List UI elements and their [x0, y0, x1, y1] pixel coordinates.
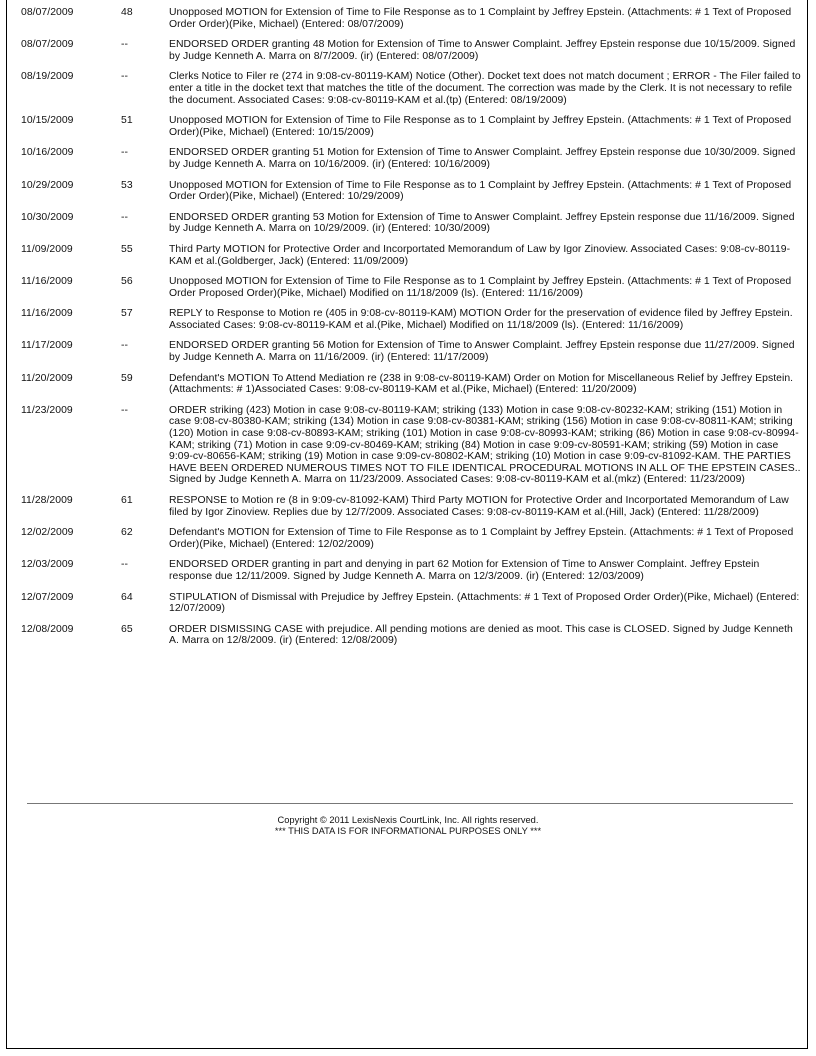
- entry-text: Clerks Notice to Filer re (274 in 9:08-cv-80119-KAM) Notice (Other). Docket text does not match document ; ERROR - The Filer failed to enter a title in the docket text that matches the title of the document. The correction was made by the Clerk. It is not necessary to refile the document. Associated Cases: 9:08-cv-80119-KAM et al.(tp) (Entered: 08/19/2009): [169, 71, 801, 106]
- entry-date: 10/15/2009: [21, 115, 74, 127]
- entry-number: 62: [121, 527, 133, 539]
- entry-date: 12/02/2009: [21, 527, 74, 539]
- entry-number: 64: [121, 591, 133, 603]
- entry-number: 56: [121, 276, 133, 288]
- entry-number: 53: [121, 179, 133, 191]
- entry-date: 11/23/2009: [21, 404, 73, 416]
- entry-date: 10/16/2009: [21, 147, 74, 159]
- entry-date: 10/30/2009: [21, 211, 74, 223]
- entry-text: STIPULATION of Dismissal with Prejudice by Jeffrey Epstein. (Attachments: # 1 Text of Proposed Order Order)(Pike, Michael) (Entered: 12/07/2009): [169, 591, 800, 615]
- footer: [7, 815, 809, 837]
- entry-text: Unopposed MOTION for Extension of Time to File Response as to 1 Complaint by Jeffrey Epstein. (Attachments: # 1 Text of Proposed Order Order)(Pike, Michael) (Entered: 08/07/2009): [169, 7, 792, 30]
- entry-text: ENDORSED ORDER granting 48 Motion for Extension of Time to Answer Complaint. Jeffrey Epstein response due 10/15/2009. Signed by Judge Kenneth A. Marra on 8/7/2009. (ir) (Entered: 08/07/2009): [169, 39, 796, 62]
- docket-entry: [21, 624, 803, 656]
- entry-number: 61: [121, 495, 133, 506]
- entry-date: [21, 656, 121, 665]
- footer-divider: [27, 803, 793, 804]
- entry-number: --: [121, 71, 129, 83]
- entry-number: --: [121, 340, 129, 352]
- entry-number: 51: [121, 115, 133, 127]
- entry-date: 12/08/2009: [21, 623, 74, 635]
- entry-number: 55: [121, 243, 133, 255]
- docket-entry: [21, 340, 803, 372]
- docket-table: [21, 7, 803, 665]
- entry-number: --: [121, 404, 129, 416]
- docket-entry: [21, 405, 803, 495]
- entry-date: 11/16/2009: [21, 308, 73, 320]
- entry-text: Third Party MOTION for Protective Order and Incorportated Memorandum of Law by Igor Zinoview. Associated Cases: 9:08-cv-80119-KAM et al.(Goldberger, Jack) (Entered: 11/09/2009): [169, 243, 791, 267]
- docket-entry: [21, 115, 803, 147]
- entry-text: ENDORSED ORDER granting 56 Motion for Extension of Time to Answer Complaint. Jeffrey Epstein response due 11/27/2009. Signed by Judge Kenneth A. Marra on 11/16/2009. (ir) (Entered: 11/17/2009): [169, 340, 795, 364]
- docket-entry: [21, 180, 803, 212]
- entry-date: 11/09/2009: [21, 243, 73, 255]
- docket-entry: [21, 656, 803, 665]
- entry-date: 11/28/2009: [21, 495, 73, 506]
- entry-number: 65: [121, 623, 133, 635]
- docket-entry: [21, 244, 803, 276]
- entry-text: Unopposed MOTION for Extension of Time to File Response as to 1 Complaint by Jeffrey Epstein. (Attachments: # 1 Text of Proposed Order)(Pike, Michael) (Entered: 10/15/2009): [169, 115, 792, 138]
- entry-text: Unopposed MOTION for Extension of Time to File Response as to 1 Complaint by Jeffrey Epstein. (Attachments: # 1 Text of Proposed Order Proposed Order)(Pike, Michael) Modified on 11/18/2009 (ls). (Entered: 11/16/2009): [169, 276, 792, 299]
- entry-text: RESPONSE to Motion re (8 in 9:09-cv-81092-KAM) Third Party MOTION for Protective Order and Incorportated Memorandum of Law filed by Igor Zinoview. Replies due by 12/7/2009. Associated Cases: 9:08-cv-80119-KAM et al.(Hill, Jack) (Entered: 11/28/2009): [169, 495, 789, 518]
- entry-text: ENDORSED ORDER granting 51 Motion for Extension of Time to Answer Complaint. Jeffrey Epstein response due 10/30/2009. Signed by Judge Kenneth A. Marra on 10/16/2009. (ir) (Entered: 10/16/2009): [169, 147, 796, 170]
- entry-number: --: [121, 39, 129, 51]
- entry-text: ORDER DISMISSING CASE with prejudice. All pending motions are denied as moot. This case is CLOSED. Signed by Judge Kenneth A. Marra on 12/8/2009. (ir) (Entered: 12/08/2009): [169, 623, 793, 647]
- entry-date: 08/19/2009: [21, 71, 74, 83]
- entry-number: [121, 656, 169, 665]
- entry-text: Unopposed MOTION for Extension of Time to File Response as to 1 Complaint by Jeffrey Epstein. (Attachments: # 1 Text of Proposed Order Order)(Pike, Michael) (Entered: 10/29/2009): [169, 179, 792, 203]
- entry-text: ORDER striking (423) Motion in case 9:08-cv-80119-KAM; striking (133) Motion in case 9:08-cv-80232-KAM; striking (151) Motion in case 9:08-cv-80380-KAM; striking (134) Motion in case 9:08-cv-80381-KAM; striking (156) Motion in case 9:08-cv-80811-KAM; striking (120) Motion in case 9:08-cv-80893-KAM; striking (101) Motion in case 9:08-cv-80993-KAM; striking (86) Motion in case 9:08-cv-80994-KAM; striking (71) Motion in case 9:09-cv-80469-KAM; striking (84) Motion in case 9:09-cv-80591-KAM; striking (59) Motion in case 9:09-cv-80656-KAM; striking (19) Motion in case 9:09-cv-80802-KAM; striking (10) Motion in case 9:09-cv-81092-KAM. THE PARTIES HAVE BEEN ORDERED NUMEROUS TIMES NOT TO FILE IDENTICAL PROCEDURAL MOTIONS IN ALL OF THE EPSTEIN CASES.. Signed by Judge Kenneth A. Marra on 11/23/2009. Associated Cases: 9:08-cv-80119-KAM et al.(mkz) (Entered: 11/23/2009): [169, 404, 801, 486]
- entry-text: Defendant's MOTION for Extension of Time to File Response as to 1 Complaint by Jeffrey Epstein. (Attachments: # 1 Text of Proposed Order)(Pike, Michael) (Entered: 12/02/2009): [169, 527, 794, 550]
- docket-entry: [21, 373, 803, 405]
- docket-entry: [21, 592, 803, 624]
- document-page: [6, 0, 808, 1049]
- entry-text: Defendant's MOTION To Attend Mediation re (238 in 9:08-cv-80119-KAM) Order on Motion for Miscellaneous Relief by Jeffrey Epstein. (Attachments: # 1)Associated Cases: 9:08-cv-80119-KAM et al.(Pike, Michael) (Entered: 11/20/2009): [169, 372, 794, 396]
- entry-number: 48: [121, 7, 133, 18]
- docket-entry: [21, 7, 803, 39]
- entry-date: 12/07/2009: [21, 591, 74, 603]
- entry-number: --: [121, 211, 129, 223]
- docket-entry: [21, 495, 803, 527]
- entry-date: 12/03/2009: [21, 559, 74, 571]
- docket-entry: [21, 276, 803, 308]
- entry-date: 08/07/2009: [21, 39, 74, 51]
- entry-text: ENDORSED ORDER granting in part and denying in part 62 Motion for Extension of Time to Answer Complaint. Jeffrey Epstein response due 12/11/2009. Signed by Judge Kenneth A. Marra on 12/3/2009. (ir) (Entered: 12/03/2009): [169, 559, 760, 582]
- entry-number: 57: [121, 308, 133, 320]
- entry-date: 11/20/2009: [21, 372, 73, 384]
- entry-text: ENDORSED ORDER granting 53 Motion for Extension of Time to Answer Complaint. Jeffrey Epstein response due 11/16/2009. Signed by Judge Kenneth A. Marra on 10/29/2009. (ir) (Entered: 10/30/2009): [169, 211, 795, 235]
- docket-entry: [21, 527, 803, 559]
- entry-date: 11/16/2009: [21, 276, 73, 288]
- docket-entry: [21, 559, 803, 591]
- entry-number: --: [121, 147, 129, 159]
- docket-body: [21, 7, 803, 665]
- entry-number: 59: [121, 372, 133, 384]
- entry-date: 08/07/2009: [21, 7, 74, 18]
- entry-text: REPLY to Response to Motion re (405 in 9:08-cv-80119-KAM) MOTION Order for the preservation of evidence filed by Jeffrey Epstein. Associated Cases: 9:08-cv-80119-KAM et al.(Pike, Michael) Modified on 11/18/2009 (ls). (Entered: 11/16/2009): [169, 308, 793, 331]
- docket-entry: [21, 147, 803, 179]
- copyright-notice: Copyright © 2011 LexisNexis CourtLink, Inc. All rights reserved.: [277, 815, 539, 825]
- entry-text: [169, 656, 803, 665]
- disclaimer-notice: *** THIS DATA IS FOR INFORMATIONAL PURPOSES ONLY ***: [274, 826, 542, 836]
- docket-entry: [21, 212, 803, 244]
- docket-entry: [21, 39, 803, 71]
- docket-entry: [21, 71, 803, 115]
- entry-number: --: [121, 559, 129, 571]
- entry-date: 11/17/2009: [21, 340, 73, 352]
- docket-entry: [21, 308, 803, 340]
- entry-date: 10/29/2009: [21, 179, 74, 191]
